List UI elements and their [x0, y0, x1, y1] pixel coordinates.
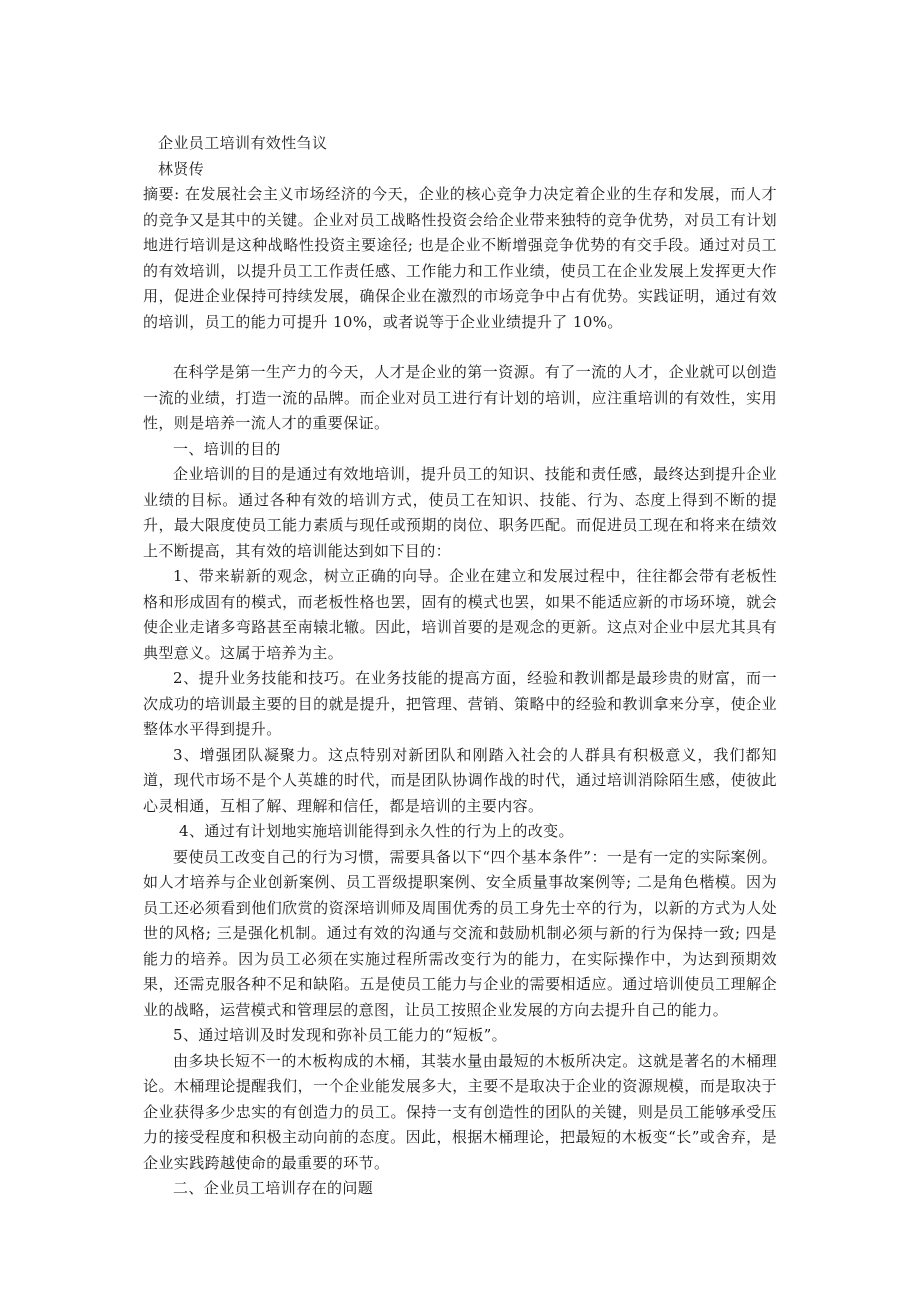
section1-heading: 一、培训的目的: [173, 439, 281, 458]
point1-paragraph: 1、带来崭新的观念，树立正确的向导。企业在建立和发展过程中，往往都会带有老板性格和形成固有的模式，而老板性格也罢，固有的模式也罢，如果不能适应新的市场环境，就会使企业走诸多弯路甚至南辕北辙。因此，培训首要的是观念的更新。这点对企业中层尤其具有典型意义。这属于培养为主。: [143, 567, 777, 662]
section1-paragraph: 企业培训的目的是通过有效地培训，提升员工的知识、技能和责任感，最终达到提升企业业绩的目标。通过各种有效的培训方式，使员工在知识、技能、行为、态度上得到不断的提升，最大限度使员工能力素质与现任或预期的岗位、职务匹配。而促进员工现在和将来在绩效上不断提高，其有效的培训能达到如下目的：: [143, 465, 777, 560]
point5-paragraph: 由多块长短不一的木板构成的木桶，其装水量由最短的木板所决定。这就是著名的木桶理论。木桶理论提醒我们，一个企业能发展多大，主要不是取决于企业的资源规模，而是取决于企业获得多少忠实的有创造力的员工。保持一支有创造性的团队的关键，则是员工能够承受压力的接受程度和积极主动向前的态度。因此，根据木桶理论，把最短的木板变“长”或舍弃，是企业实践跨越使命的最重要的环节。: [143, 1051, 777, 1172]
blank-line: [143, 335, 777, 360]
point4-paragraph: 要使员工改变自己的行为习惯，需要具备以下“四个基本条件”：一是有一定的实际案例。如人才培养与企业创新案例、员工晋级提职案例、安全质量事故案例等; 二是角色楷模。因为员工还必须看到他们欣赏的资深培训师及周围优秀的员工身先士卒的行为，以新的方式为人处世的风格; 三是强化机制。通过有效的沟通与交流和鼓励机制必须与新的行为保持一致; 四是能力的培养。因为员工必须在实施过程所需改变行为的能力，在实际操作中，为达到预期效果，还需克服各种不足和缺陷。五是使员工能力与企业的需要相适应。通过培训使员工理解企业的战略，运营模式和管理层的意图，让员工按照企业发展的方向去提升自己的能力。: [143, 847, 777, 1019]
abstract-paragraph: 摘要: 在发展社会主义市场经济的今天，企业的核心竞争力决定着企业的生存和发展，而人才的竞争又是其中的关键。企业对员工战略性投资会给企业带来独特的竞争优势，对员工有计划地进行培训是这种战略性投资主要途径; 也是企业不断增强竞争优势的有交手段。通过对员工的有效培训，以提升员工工作责任感、工作能力和工作业绩，使员工在企业发展上发挥更大作用，促进企业保持可持续发展，确保企业在激烈的市场竞争中占有优势。实践证明，通过有效的培训，员工的能力可提升 10%，或者说等于企业业绩提升了 10%。: [143, 185, 777, 331]
point5-heading: 5、通过培训及时发现和弥补员工能力的“短板”。: [173, 1026, 508, 1044]
intro-paragraph: 在科学是第一生产力的今天，人才是企业的第一资源。有了一流的人才，企业就可以创造一流的业绩，打造一流的品牌。而企业对员工进行有计划的培训，应注重培训的有效性，实用性，则是培养一流人才的重要保证。: [143, 363, 777, 432]
section2-heading: 二、企业员工培训存在的问题: [173, 1179, 374, 1197]
point4-heading: 4、通过有计划地实施培训能得到永久性的行为上的改变。: [179, 822, 574, 840]
point3-paragraph: 3、增强团队凝聚力。这点特别对新团队和刚踏入社会的人群具有积极意义，我们都知道，现代市场不是个人英雄的时代，而是团队协调作战的时代，通过培训消除陌生感，使彼此心灵相通，互相了解、理解和信任，都是培训的主要内容。: [143, 745, 777, 815]
document-title: 企业员工培训有效性刍议: [158, 134, 328, 152]
point2-paragraph: 2、提升业务技能和技巧。在业务技能的提高方面，经验和教训都是最珍贵的财富，而一次成功的培训最主要的目的就是提升，把管理、营销、策略中的经验和教训拿来分享，使企业整体水平得到提升。: [143, 669, 777, 738]
document-body: [143, 131, 777, 1202]
author-name: 林贤传: [158, 159, 205, 178]
